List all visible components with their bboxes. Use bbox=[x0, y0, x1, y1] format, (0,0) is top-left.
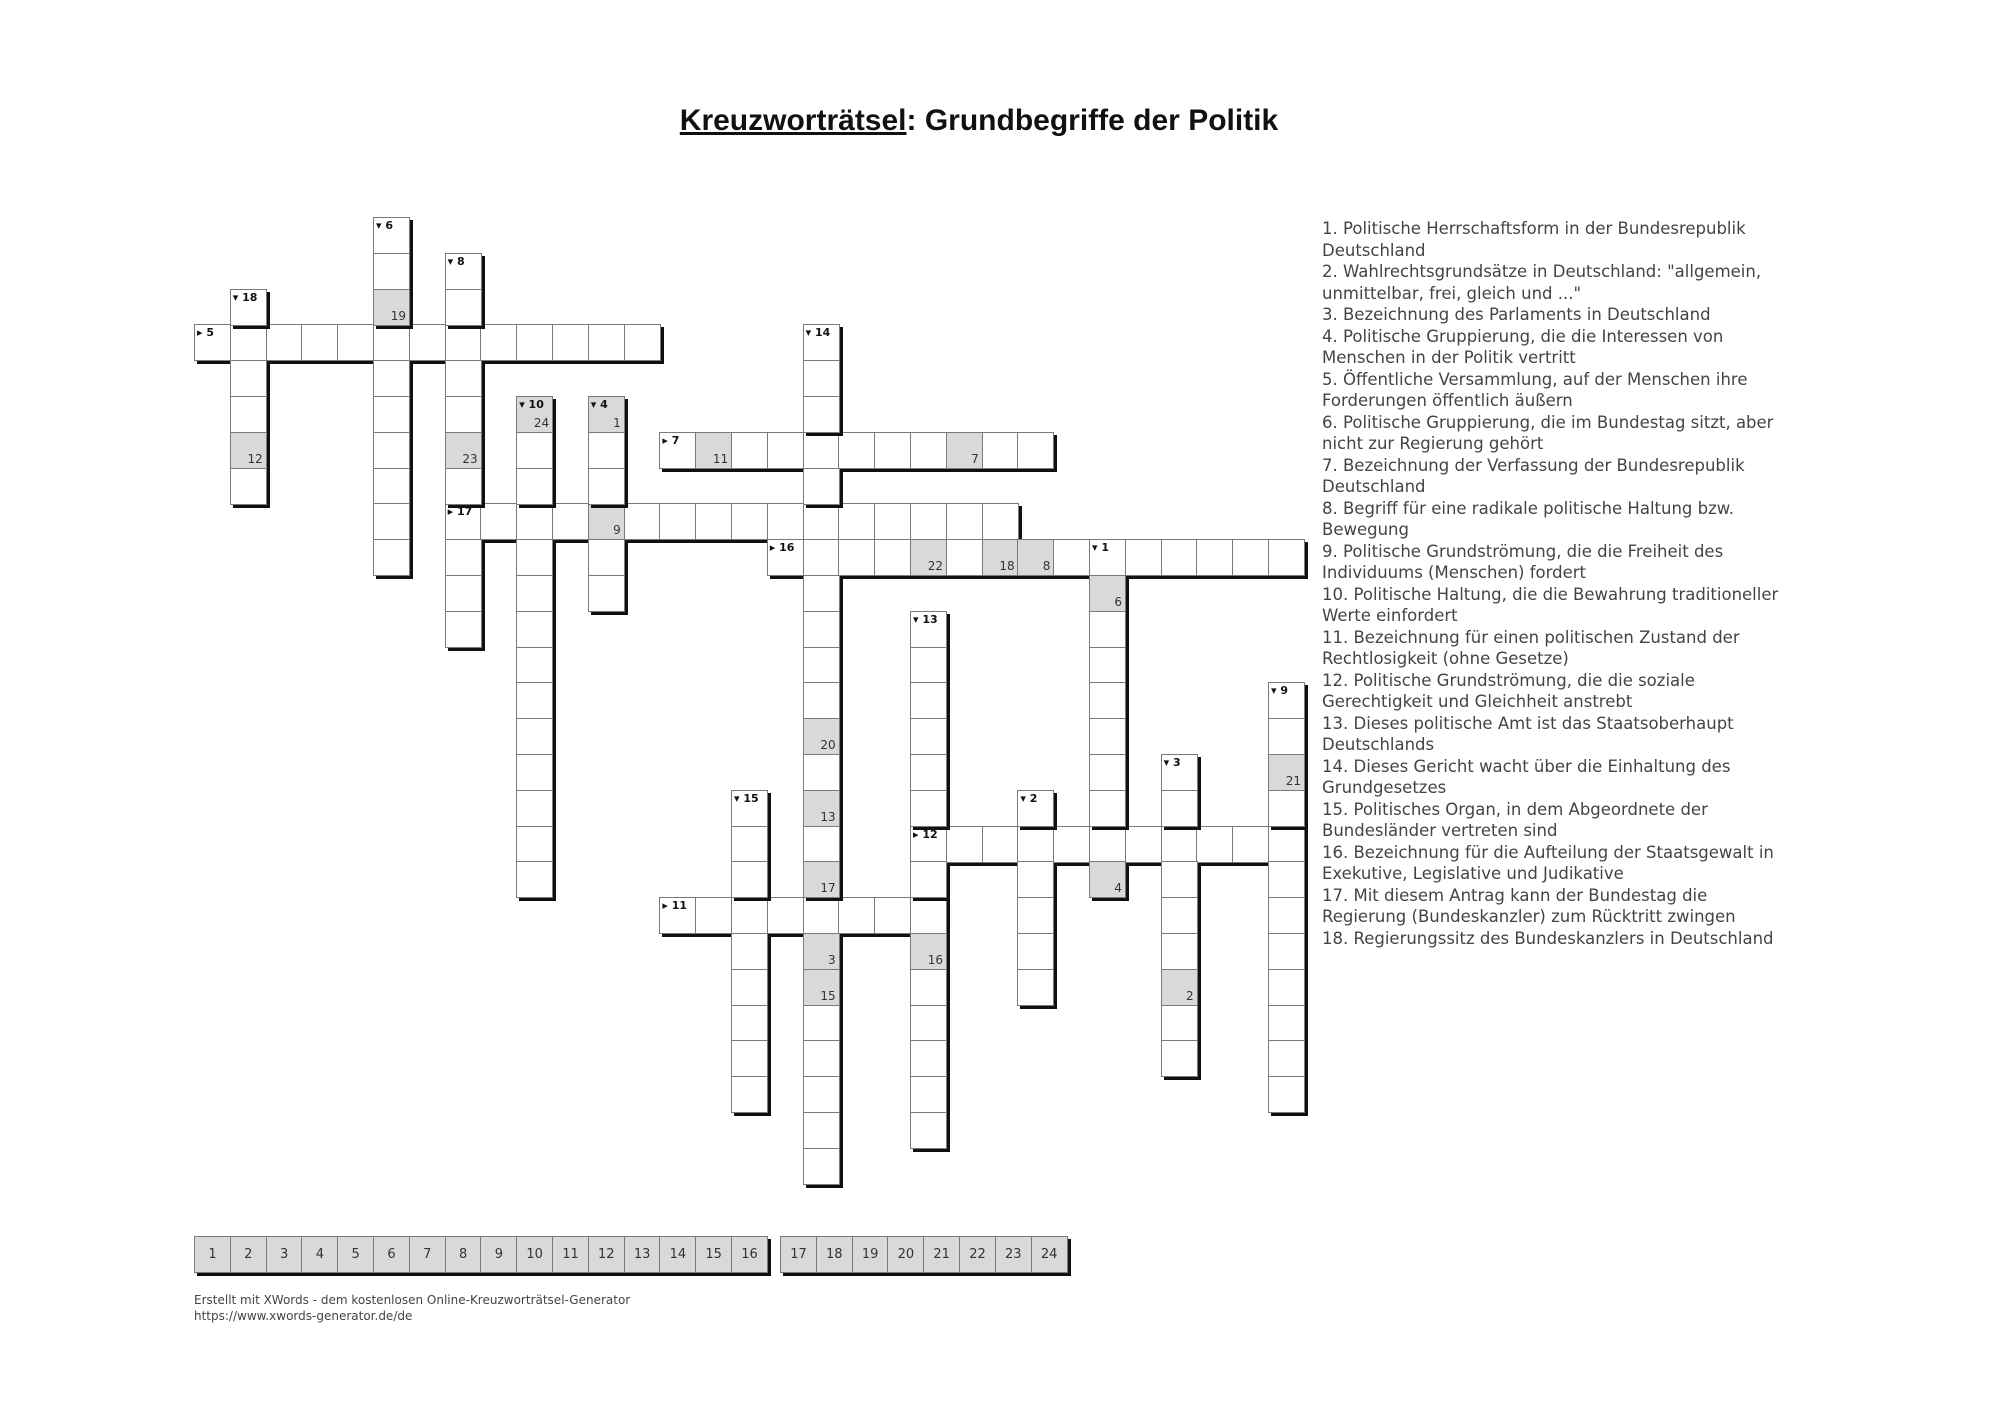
solution-box[interactable]: 4 bbox=[301, 1236, 338, 1273]
clue-item: 11. Bezeichnung für einen politischen Zustand der Rechtlosigkeit (ohne Gesetze) bbox=[1322, 627, 1740, 668]
grid-cell[interactable] bbox=[803, 861, 840, 898]
clue-number-down: ▾ 15 bbox=[734, 791, 759, 805]
grid-cell[interactable] bbox=[516, 826, 553, 863]
grid-cell[interactable] bbox=[624, 503, 661, 540]
grid-cell[interactable] bbox=[695, 503, 732, 540]
grid-cell[interactable] bbox=[1161, 897, 1198, 934]
grid-cell[interactable] bbox=[695, 897, 732, 934]
clue-number-across: ▸ 12 bbox=[913, 827, 938, 841]
grid-cell[interactable] bbox=[803, 933, 840, 970]
solution-box[interactable]: 18 bbox=[816, 1236, 853, 1273]
grid-cell[interactable] bbox=[803, 1005, 840, 1042]
footer-credit: Erstellt mit XWords - dem kostenlosen Online-Kreuzworträtsel-Generator bbox=[194, 1293, 631, 1307]
clue-number-across: ▸ 17 bbox=[447, 505, 473, 519]
solution-index: 18 bbox=[999, 559, 1015, 574]
solution-index: 3 bbox=[827, 953, 836, 967]
grid-cell[interactable] bbox=[910, 1076, 947, 1113]
grid-cell[interactable] bbox=[1161, 754, 1198, 791]
grid-cell[interactable] bbox=[1268, 790, 1305, 827]
grid-cell[interactable] bbox=[1232, 826, 1269, 863]
grid-cell[interactable] bbox=[373, 432, 410, 469]
clue-number-across: ▸ 11 bbox=[662, 899, 688, 913]
grid-cell[interactable] bbox=[1161, 969, 1198, 1006]
clue-item: 18. Regierungssitz des Bundeskanzlers in Deutschland bbox=[1322, 928, 1774, 948]
grid-cell[interactable] bbox=[1089, 611, 1126, 648]
grid-cell[interactable] bbox=[230, 324, 267, 361]
grid-cell[interactable] bbox=[659, 897, 696, 934]
grid-cell[interactable] bbox=[1089, 826, 1126, 863]
grid-cell[interactable] bbox=[910, 933, 947, 970]
grid-cell[interactable] bbox=[910, 611, 947, 648]
solution-box[interactable]: 23 bbox=[995, 1236, 1032, 1273]
solution-box[interactable]: 17 bbox=[780, 1236, 817, 1273]
grid-cell[interactable] bbox=[767, 897, 804, 934]
grid-cell[interactable] bbox=[1268, 1076, 1305, 1113]
solution-index: 1 bbox=[613, 416, 621, 430]
grid-cell[interactable] bbox=[946, 539, 983, 576]
grid-cell[interactable] bbox=[1089, 539, 1126, 576]
grid-cell[interactable] bbox=[803, 539, 840, 576]
grid-cell[interactable] bbox=[1268, 1040, 1305, 1077]
grid-cell[interactable] bbox=[337, 324, 374, 361]
grid-cell[interactable] bbox=[194, 324, 231, 361]
footer bbox=[194, 1292, 630, 1324]
solution-index: 13 bbox=[820, 809, 836, 824]
solution-index: 20 bbox=[820, 738, 836, 753]
grid-cell[interactable] bbox=[838, 432, 875, 469]
grid-cell[interactable] bbox=[1089, 718, 1126, 755]
solution-box[interactable]: 10 bbox=[516, 1236, 553, 1273]
clue-item: 14. Dieses Gericht wacht über die Einhaltung des Grundgesetzes bbox=[1322, 756, 1731, 797]
grid-cell[interactable] bbox=[910, 1005, 947, 1042]
grid-cell[interactable] bbox=[373, 468, 410, 505]
grid-cell[interactable] bbox=[874, 432, 911, 469]
clue-item: 13. Dieses politische Amt ist das Staatsoberhaupt Deutschlands bbox=[1322, 713, 1734, 754]
grid-cell[interactable] bbox=[516, 861, 553, 898]
solution-index: 8 bbox=[1042, 559, 1051, 574]
grid-cell[interactable] bbox=[910, 1112, 947, 1149]
grid-cell[interactable] bbox=[1125, 539, 1162, 576]
solution-box[interactable]: 5 bbox=[337, 1236, 374, 1273]
solution-index: 22 bbox=[927, 559, 943, 574]
grid-cell[interactable] bbox=[874, 539, 911, 576]
grid-cell[interactable] bbox=[803, 503, 840, 540]
grid-cell[interactable] bbox=[1017, 969, 1054, 1006]
grid-cell[interactable] bbox=[301, 324, 338, 361]
grid-cell[interactable] bbox=[230, 468, 267, 505]
title-part-underlined: Kreuzworträtsel bbox=[679, 104, 907, 137]
grid-cell[interactable] bbox=[445, 432, 482, 469]
grid-cell[interactable] bbox=[695, 432, 732, 469]
grid-cell[interactable] bbox=[838, 897, 875, 934]
grid-cell[interactable] bbox=[516, 647, 553, 684]
grid-cell[interactable] bbox=[946, 503, 983, 540]
grid-cell[interactable] bbox=[516, 718, 553, 755]
grid-cell[interactable] bbox=[516, 539, 553, 576]
grid-cell[interactable] bbox=[731, 969, 768, 1006]
grid-cell[interactable] bbox=[910, 861, 947, 898]
clue-item: 9. Politische Grundströmung, die die Freiheit des Individuums (Menschen) fordert bbox=[1322, 541, 1724, 582]
grid-cell[interactable] bbox=[409, 324, 446, 361]
grid-cell[interactable] bbox=[803, 432, 840, 469]
clue-number-down: ▾ 14 bbox=[805, 326, 831, 340]
grid-cell[interactable] bbox=[946, 432, 983, 469]
grid-cell[interactable] bbox=[803, 611, 840, 648]
grid-cell[interactable] bbox=[445, 253, 482, 290]
solution-box[interactable]: 1 bbox=[194, 1236, 231, 1273]
grid-cell[interactable] bbox=[516, 396, 553, 433]
grid-cell[interactable] bbox=[1268, 861, 1305, 898]
grid-cell[interactable] bbox=[230, 360, 267, 397]
clue-item: 16. Bezeichnung für die Aufteilung der Staatsgewalt in Exekutive, Legislative und Judikative bbox=[1322, 842, 1774, 883]
clue-number-down: ▾ 18 bbox=[232, 290, 258, 304]
grid-cell[interactable] bbox=[230, 396, 267, 433]
clue-item: 8. Begriff für eine radikale politische Haltung bzw. Bewegung bbox=[1322, 498, 1734, 539]
grid-cell[interactable] bbox=[1161, 790, 1198, 827]
grid-cell[interactable] bbox=[910, 790, 947, 827]
grid-cell[interactable] bbox=[373, 289, 410, 326]
solution-box[interactable]: 14 bbox=[659, 1236, 696, 1273]
grid-cell[interactable] bbox=[731, 897, 768, 934]
grid-cell[interactable] bbox=[1017, 933, 1054, 970]
grid-cell[interactable] bbox=[1196, 826, 1233, 863]
solution-index: 2 bbox=[1185, 988, 1194, 1003]
grid-cell[interactable] bbox=[910, 754, 947, 791]
grid-cell[interactable] bbox=[946, 826, 983, 863]
grid-cell[interactable] bbox=[731, 861, 768, 898]
grid-cell[interactable] bbox=[803, 1076, 840, 1113]
grid-cell[interactable] bbox=[731, 432, 768, 469]
grid-cell[interactable] bbox=[803, 790, 840, 827]
clue-number-across: ▸ 7 bbox=[662, 433, 680, 447]
grid-cell[interactable] bbox=[445, 324, 482, 361]
grid-cell[interactable] bbox=[1161, 1040, 1198, 1077]
grid-cell[interactable] bbox=[373, 503, 410, 540]
grid-cell[interactable] bbox=[803, 360, 840, 397]
clue-number-down: ▾ 4 bbox=[590, 398, 608, 411]
clue-number-down: ▾ 6 bbox=[376, 219, 394, 232]
grid-cell[interactable] bbox=[1017, 790, 1054, 827]
solution-box[interactable]: 19 bbox=[852, 1236, 889, 1273]
grid-cell[interactable] bbox=[480, 324, 517, 361]
grid-cell[interactable] bbox=[1089, 754, 1126, 791]
grid-cell[interactable] bbox=[910, 682, 947, 719]
solution-index: 16 bbox=[927, 953, 943, 967]
solution-box[interactable]: 2 bbox=[230, 1236, 267, 1273]
grid-cell[interactable] bbox=[1017, 826, 1054, 863]
grid-cell[interactable] bbox=[445, 468, 482, 505]
grid-cell[interactable] bbox=[910, 647, 947, 684]
grid-cell[interactable] bbox=[803, 682, 840, 719]
solution-box[interactable]: 13 bbox=[624, 1236, 661, 1273]
grid-cell[interactable] bbox=[1161, 861, 1198, 898]
grid-cell[interactable] bbox=[1268, 1005, 1305, 1042]
grid-cell[interactable] bbox=[552, 503, 589, 540]
grid-cell[interactable] bbox=[1268, 897, 1305, 934]
grid-cell[interactable] bbox=[803, 1040, 840, 1077]
grid-cell[interactable] bbox=[910, 1040, 947, 1077]
grid-cell[interactable] bbox=[588, 324, 625, 361]
clue-item: 15. Politisches Organ, in dem Abgeordnete der Bundesländer vertreten sind bbox=[1322, 799, 1708, 840]
grid-cell[interactable] bbox=[373, 324, 410, 361]
grid-cell[interactable] bbox=[1161, 1005, 1198, 1042]
solution-index: 17 bbox=[820, 881, 836, 896]
grid-cell[interactable] bbox=[1268, 933, 1305, 970]
grid-cell[interactable] bbox=[445, 289, 482, 326]
grid-cell[interactable] bbox=[910, 432, 947, 469]
grid-cell[interactable] bbox=[803, 396, 840, 433]
grid-cell[interactable] bbox=[445, 611, 482, 648]
grid-cell[interactable] bbox=[803, 647, 840, 684]
grid-cell[interactable] bbox=[516, 682, 553, 719]
grid-cell[interactable] bbox=[1017, 897, 1054, 934]
grid-cell[interactable] bbox=[910, 718, 947, 755]
clue-item: 17. Mit diesem Antrag kann der Bundestag die Regierung (Bundeskanzler) zum Rücktritt zwingen bbox=[1322, 885, 1736, 926]
grid-cell[interactable] bbox=[731, 503, 768, 540]
clue-item: 6. Politische Gruppierung, die im Bundestag sitzt, aber nicht zur Regierung gehört bbox=[1322, 412, 1774, 453]
grid-cell[interactable] bbox=[552, 324, 589, 361]
grid-cell[interactable] bbox=[731, 826, 768, 863]
grid-cell[interactable] bbox=[982, 539, 1019, 576]
grid-cell[interactable] bbox=[1268, 539, 1305, 576]
clue-item: 5. Öffentliche Versammlung, auf der Menschen ihre Forderungen öffentlich äußern bbox=[1322, 369, 1748, 410]
grid-cell[interactable] bbox=[803, 575, 840, 612]
grid-cell[interactable] bbox=[445, 503, 482, 540]
solution-index: 12 bbox=[247, 451, 263, 466]
grid-cell[interactable] bbox=[445, 539, 482, 576]
grid-cell[interactable] bbox=[1125, 826, 1162, 863]
grid-cell[interactable] bbox=[803, 969, 840, 1006]
clue-item: 3. Bezeichnung des Parlaments in Deutschland bbox=[1322, 305, 1711, 324]
solution-index: 23 bbox=[462, 451, 478, 466]
solution-index: 4 bbox=[1114, 881, 1122, 896]
grid-cell[interactable] bbox=[1017, 539, 1054, 576]
solution-box[interactable]: 7 bbox=[409, 1236, 446, 1273]
clue-item: 2. Wahlrechtsgrundsätze in Deutschland: "allgemein, unmittelbar, frei, gleich und ..." bbox=[1322, 262, 1762, 303]
clue-item: 7. Bezeichnung der Verfassung der Bundesrepublik Deutschland bbox=[1322, 455, 1745, 496]
grid-cell[interactable] bbox=[1268, 682, 1305, 719]
grid-cell[interactable] bbox=[516, 503, 553, 540]
grid-cell[interactable] bbox=[982, 826, 1019, 863]
grid-cell[interactable] bbox=[445, 360, 482, 397]
grid-cell[interactable] bbox=[803, 826, 840, 863]
grid-cell[interactable] bbox=[731, 1076, 768, 1113]
solution-box[interactable]: 9 bbox=[480, 1236, 517, 1273]
grid-cell[interactable] bbox=[1089, 575, 1126, 612]
solution-index: 7 bbox=[971, 451, 979, 466]
grid-cell[interactable] bbox=[480, 503, 517, 540]
clue-item: 12. Politische Grundströmung, die die soziale Gerechtigkeit und Gleichheit anstrebt bbox=[1322, 670, 1695, 711]
solution-index: 6 bbox=[1114, 595, 1122, 609]
solution-box[interactable]: 3 bbox=[266, 1236, 303, 1273]
grid-cell[interactable] bbox=[803, 897, 840, 934]
grid-cell[interactable] bbox=[516, 575, 553, 612]
grid-cell[interactable] bbox=[731, 790, 768, 827]
solution-box[interactable]: 8 bbox=[445, 1236, 482, 1273]
grid-cell[interactable] bbox=[373, 217, 410, 254]
grid-cell[interactable] bbox=[1161, 539, 1198, 576]
clue-number-down: ▾ 9 bbox=[1271, 684, 1289, 698]
grid-cell[interactable] bbox=[659, 432, 696, 469]
clue-item: 10. Politische Haltung, die die Bewahrung traditioneller Werte einfordert bbox=[1322, 584, 1779, 625]
solution-box[interactable]: 24 bbox=[1031, 1236, 1068, 1273]
grid-cell[interactable] bbox=[1089, 682, 1126, 719]
grid-cell[interactable] bbox=[1089, 647, 1126, 684]
grid-cell[interactable] bbox=[874, 897, 911, 934]
grid-cell[interactable] bbox=[910, 503, 947, 540]
grid-cell[interactable] bbox=[659, 503, 696, 540]
grid-cell[interactable] bbox=[516, 324, 553, 361]
grid-cell[interactable] bbox=[373, 396, 410, 433]
grid-cell[interactable] bbox=[803, 324, 840, 361]
grid-cell[interactable] bbox=[588, 432, 625, 469]
grid-cell[interactable] bbox=[1089, 861, 1126, 898]
solution-box[interactable]: 12 bbox=[588, 1236, 625, 1273]
grid-cell[interactable] bbox=[624, 324, 661, 361]
solution-box[interactable]: 16 bbox=[731, 1236, 768, 1273]
grid-cell[interactable] bbox=[516, 468, 553, 505]
solution-box[interactable]: 21 bbox=[923, 1236, 960, 1273]
grid-cell[interactable] bbox=[445, 396, 482, 433]
grid-cell[interactable] bbox=[803, 754, 840, 791]
clue-number-across: ▸ 16 bbox=[769, 541, 795, 555]
grid-cell[interactable] bbox=[588, 468, 625, 505]
grid-cell[interactable] bbox=[982, 503, 1019, 540]
grid-cell[interactable] bbox=[1268, 826, 1305, 863]
grid-cell[interactable] bbox=[1017, 432, 1054, 469]
grid-cell[interactable] bbox=[516, 754, 553, 791]
grid-cell[interactable] bbox=[838, 503, 875, 540]
grid-cell[interactable] bbox=[373, 253, 410, 290]
grid-cell[interactable] bbox=[1017, 861, 1054, 898]
clue-item: 4. Politische Gruppierung, die die Interessen von Menschen in der Politik vertritt bbox=[1322, 326, 1724, 367]
grid-cell[interactable] bbox=[731, 1040, 768, 1077]
grid-cell[interactable] bbox=[588, 575, 625, 612]
grid-cell[interactable] bbox=[803, 1148, 840, 1185]
grid-cell[interactable] bbox=[373, 360, 410, 397]
solution-box[interactable]: 15 bbox=[695, 1236, 732, 1273]
clue-number-down: ▾ 13 bbox=[913, 612, 938, 626]
grid-cell[interactable] bbox=[803, 468, 840, 505]
grid-cell[interactable] bbox=[731, 1005, 768, 1042]
grid-cell[interactable] bbox=[516, 790, 553, 827]
grid-cell[interactable] bbox=[1053, 539, 1090, 576]
clue-number-across: ▸ 5 bbox=[197, 326, 215, 340]
grid-cell[interactable] bbox=[1232, 539, 1269, 576]
grid-cell[interactable] bbox=[767, 432, 804, 469]
grid-cell[interactable] bbox=[1196, 539, 1233, 576]
grid-cell[interactable] bbox=[373, 539, 410, 576]
grid-cell[interactable] bbox=[982, 432, 1019, 469]
grid-cell[interactable] bbox=[1161, 933, 1198, 970]
grid-cell[interactable] bbox=[910, 826, 947, 863]
clue-number-down: ▾ 10 bbox=[519, 398, 544, 411]
solution-index: 19 bbox=[390, 308, 406, 323]
solution-index: 21 bbox=[1285, 774, 1301, 788]
grid-cell[interactable] bbox=[588, 396, 625, 433]
grid-cell[interactable] bbox=[516, 432, 553, 469]
clue-number-down: ▾ 2 bbox=[1020, 791, 1038, 805]
grid-cell[interactable] bbox=[1089, 790, 1126, 827]
solution-index: 11 bbox=[712, 451, 729, 466]
clue-item: 1. Politische Herrschaftsform in der Bundesrepublik Deutschland bbox=[1322, 219, 1746, 260]
solution-box[interactable]: 11 bbox=[552, 1236, 589, 1273]
clue-number-down: ▾ 1 bbox=[1092, 541, 1110, 555]
grid-cell[interactable] bbox=[910, 969, 947, 1006]
solution-index: 24 bbox=[533, 416, 550, 430]
grid-cell[interactable] bbox=[803, 1112, 840, 1149]
grid-cell[interactable] bbox=[230, 432, 267, 469]
grid-cell[interactable] bbox=[230, 289, 267, 326]
solution-box[interactable]: 20 bbox=[887, 1236, 924, 1273]
grid-cell[interactable] bbox=[910, 539, 947, 576]
grid-cell[interactable] bbox=[838, 539, 875, 576]
grid-cell[interactable] bbox=[803, 718, 840, 755]
grid-cell[interactable] bbox=[1268, 718, 1305, 755]
grid-cell[interactable] bbox=[1161, 826, 1198, 863]
grid-cell[interactable] bbox=[516, 611, 553, 648]
title-part-rest: : Grundbegriffe der Politik bbox=[906, 104, 1279, 137]
footer-url: https://www.xwords-generator.de/de bbox=[194, 1309, 413, 1323]
grid-cell[interactable] bbox=[874, 503, 911, 540]
grid-cell[interactable] bbox=[767, 503, 804, 540]
clue-number-down: ▾ 8 bbox=[447, 254, 465, 268]
grid-cell[interactable] bbox=[1268, 754, 1305, 791]
grid-cell[interactable] bbox=[266, 324, 303, 361]
grid-cell[interactable] bbox=[767, 539, 804, 576]
solution-index: 9 bbox=[613, 523, 621, 538]
solution-box[interactable]: 6 bbox=[373, 1236, 410, 1273]
grid-cell[interactable] bbox=[588, 539, 625, 576]
clue-number-down: ▾ 3 bbox=[1163, 756, 1181, 769]
grid-cell[interactable] bbox=[910, 897, 947, 934]
grid-cell[interactable] bbox=[731, 933, 768, 970]
grid-cell[interactable] bbox=[588, 503, 625, 540]
grid-cell[interactable] bbox=[1268, 969, 1305, 1006]
grid-cell[interactable] bbox=[1053, 826, 1090, 863]
solution-box[interactable]: 22 bbox=[959, 1236, 996, 1273]
grid-cell[interactable] bbox=[445, 575, 482, 612]
solution-index: 15 bbox=[820, 988, 836, 1003]
clue-list bbox=[1322, 218, 1782, 949]
